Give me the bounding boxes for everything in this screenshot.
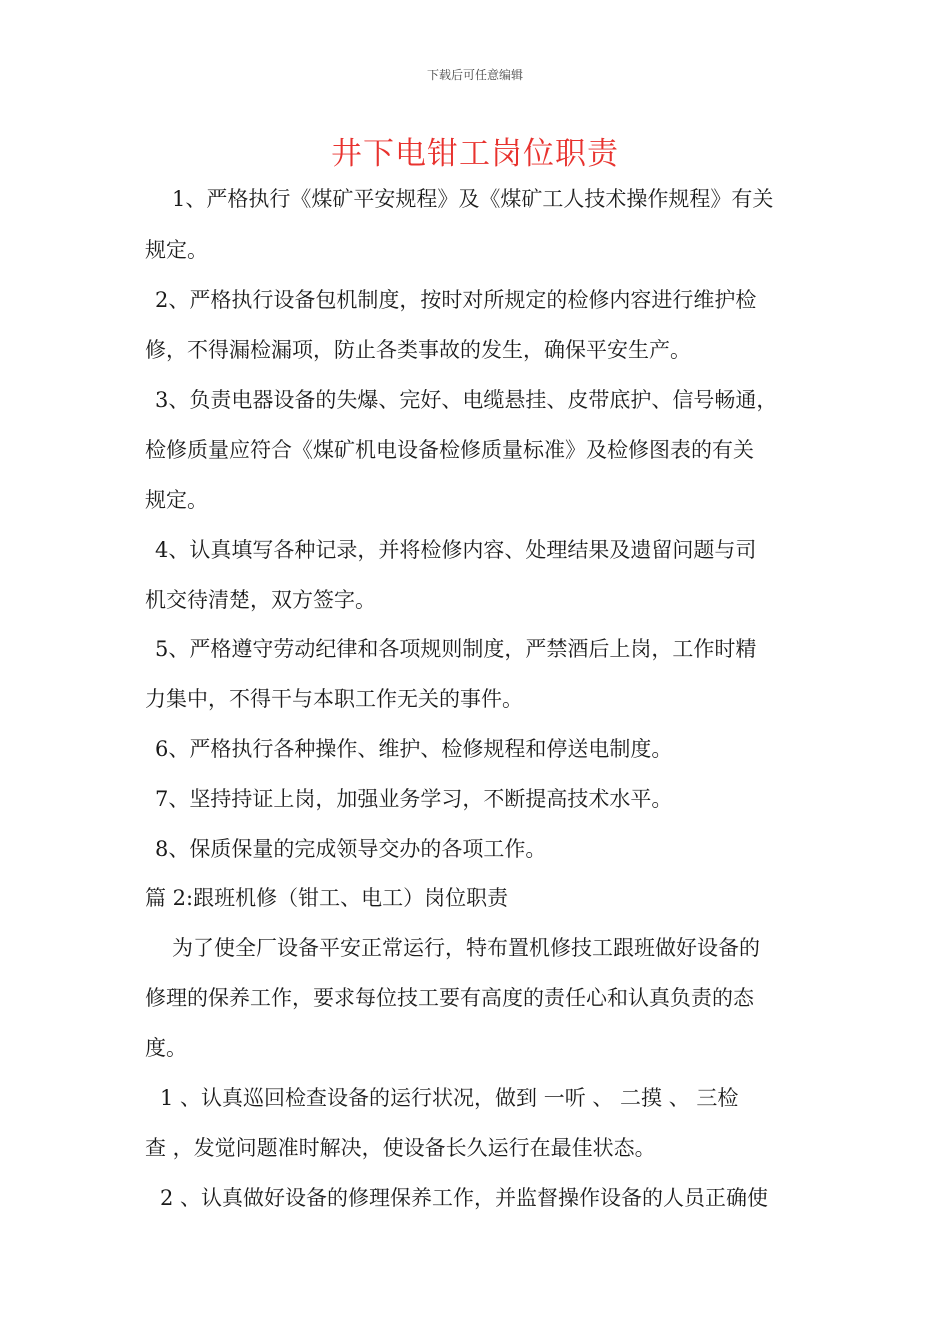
header-note: 下载后可任意编辑 [426, 68, 523, 82]
paragraph-line: 度。 [145, 1036, 187, 1060]
paragraph-line: 1 、认真巡回检查设备的运行状况，做到 一听 、 二摸 、 三检 [160, 1086, 739, 1110]
paragraph-line: 修理的保养工作，要求每位技工要有高度的责任心和认真负责的态 [145, 986, 754, 1010]
paragraph-line: 查 ，发觉问题准时解决，使设备长久运行在最佳状态。 [145, 1136, 656, 1160]
paragraph-line: 修，不得漏检漏项，防止各类事故的发生，确保平安生产。 [145, 338, 691, 362]
paragraph-line: 6、严格执行各种操作、维护、检修规程和停送电制度。 [155, 737, 673, 761]
paragraph-line: 1、严格执行《煤矿平安规程》及《煤矿工人技术操作规程》有关 [172, 187, 774, 211]
paragraph-line: 2 、认真做好设备的修理保养工作，并监督操作设备的人员正确使 [160, 1186, 769, 1210]
paragraph-line: 机交待清楚，双方签字。 [145, 588, 376, 612]
paragraph-line: 5、严格遵守劳动纪律和各项规则制度，严禁酒后上岗，工作时精 [155, 637, 757, 661]
paragraph-line: 2、严格执行设备包机制度，按时对所规定的检修内容进行维护检 [155, 288, 757, 312]
section-heading: 篇 2:跟班机修（钳工、电工）岗位职责 [145, 886, 509, 910]
paragraph-line: 为了使全厂设备平安正常运行，特布置机修技工跟班做好设备的 [172, 936, 760, 960]
paragraph-line: 8、保质保量的完成领导交办的各项工作。 [155, 837, 547, 861]
paragraph-line: 规定。 [145, 488, 208, 512]
paragraph-line: 4、认真填写各种记录，并将检修内容、处理结果及遗留问题与司 [155, 538, 757, 562]
paragraph-line: 检修质量应符合《煤矿机电设备检修质量标准》及检修图表的有关 [145, 438, 754, 462]
paragraph-line: 规定。 [145, 238, 208, 262]
paragraph-line: 力集中，不得干与本职工作无关的事件。 [145, 687, 523, 711]
page-title: 井下电钳工岗位职责 [331, 136, 619, 172]
paragraph-line: 7、坚持持证上岗，加强业务学习，不断提高技术水平。 [155, 787, 673, 811]
paragraph-line: 3、负责电器设备的失爆、完好、电缆悬挂、皮带底护、信号畅通， [155, 388, 778, 412]
